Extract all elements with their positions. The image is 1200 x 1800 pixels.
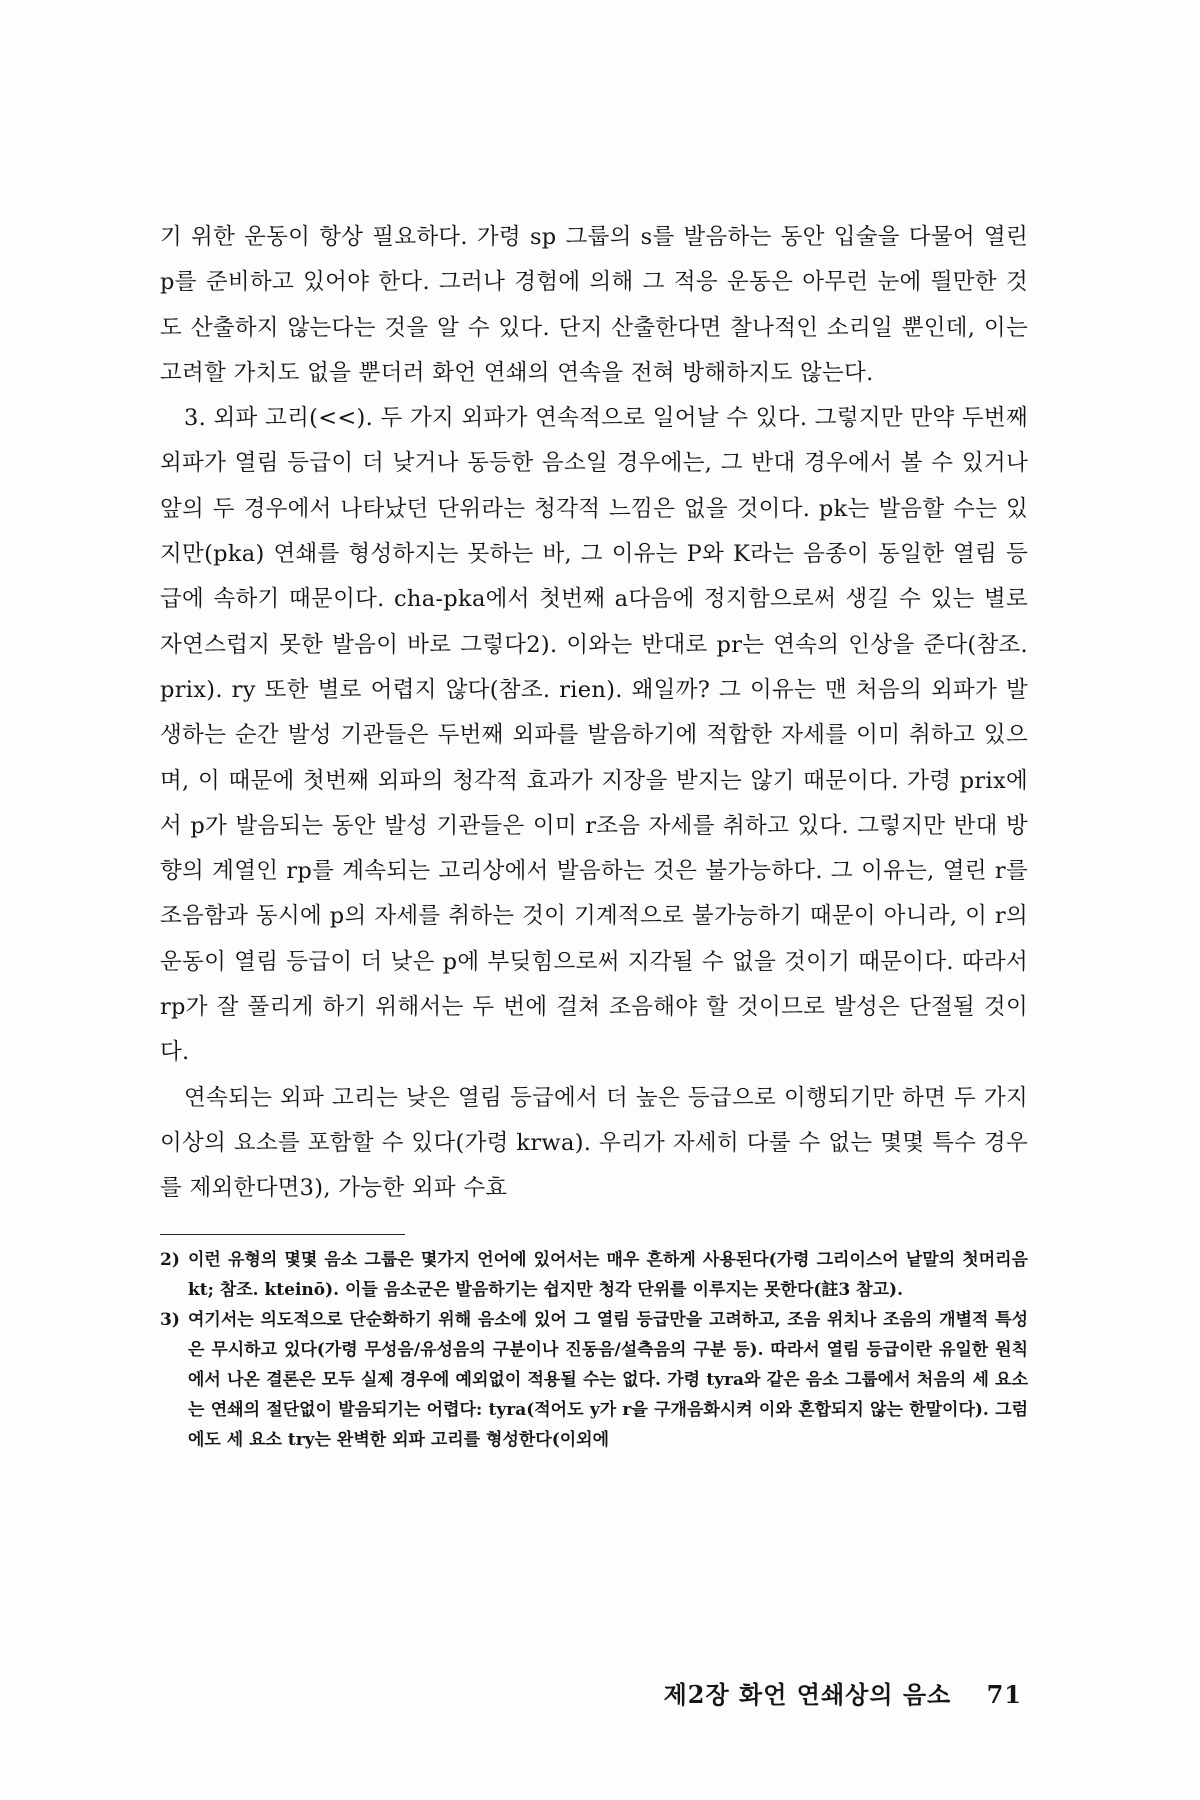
footnote-text: 여기서는 의도적으로 단순화하기 위해 음소에 있어 그 열림 등급만을 고려하고, 조음 위치나 조음의 개별적 특성은 무시하고 있다(가령 무성음/유성음의 구분이나 진동음/설측음의 구분 등). 따라서 열림 등급이란 유일한 원칙에서 나온 결론은 모두 실제 경우에 예외없이 적용될 수는 없다. 가령 tyra와 같은 음소 그룹에서 처음의 세 요소는 연쇄의 절단없이 발음되기는 어렵다: tyra(적어도 y가 r을 구개음화시켜 이와 혼합되지 않는 한말이다). 그럼에도 세 요소 try는 완벽한 외파 고리를 형성한다(이외에 — [188, 1309, 1028, 1450]
footnotes — [160, 1245, 1028, 1455]
page-footer — [664, 1675, 1022, 1710]
paragraph: 연속되는 외파 고리는 낮은 열림 등급에서 더 높은 등급으로 이행되기만 하면 두 가지 이상의 요소를 포함할 수 있다(가령 krwa). 우리가 자세히 다룰 수 없는 몇몇 특수 경우를 제외한다면3), 가능한 외파 수효 — [160, 1084, 1028, 1202]
footnote — [160, 1245, 1028, 1305]
footnote-number: 3) — [160, 1309, 180, 1330]
running-head: 제2장 화언 연쇄상의 음소 — [663, 1680, 952, 1709]
page-content — [160, 215, 1028, 1455]
paragraph: 3. 외파 고리(<<). 두 가지 외파가 연속적으로 일어날 수 있다. 그렇지만 만약 두번째 외파가 열림 등급이 더 낮거나 동등한 음소일 경우에는, 그 반대 경우에서 볼 수 있거나 앞의 두 경우에서 나타났던 단위라는 청각적 느낌은 없을 것이다. pk는 발음할 수는 있지만(pka) 연쇄를 형성하지는 못하는 바, 그 이유는 P와 K라는 음종이 동일한 열림 등급에 속하기 때문이다. cha-pka에서 첫번째 a다음에 정지함으로써 생길 수 있는 별로 자연스럽지 못한 발음이 바로 그렇다2). 이와는 반대로 pr는 연속의 인상을 준다(참조. prix). ry 또한 별로 어렵지 않다(참조. rien). 왜일까? 그 이유는 맨 처음의 외파가 발생하는 순간 발성 기관들은 두번째 외파를 발음하기에 적합한 자세를 이미 취하고 있으며, 이 때문에 첫번째 외파의 청각적 효과가 지장을 받지는 않기 때문이다. 가령 prix에서 p가 발음되는 동안 발성 기관들은 이미 r조음 자세를 취하고 있다. 그렇지만 반대 방향의 계열인 rp를 계속되는 고리상에서 발음하는 것은 불가능하다. 그 이유는, 열린 r를 조음함과 동시에 p의 자세를 취하는 것이 기계적으로 불가능하기 때문이 아니라, 이 r의 운동이 열림 등급이 더 낮은 p에 부딪힘으로써 지각될 수 없을 것이기 때문이다. 따라서 rp가 잘 풀리게 하기 위해서는 두 번에 걸쳐 조음해야 할 것이므로 발성은 단절될 것이다. — [160, 405, 1028, 1066]
paragraph: 기 위한 운동이 항상 필요하다. 가령 sp 그룹의 s를 발음하는 동안 입술을 다물어 열린 p를 준비하고 있어야 한다. 그러나 경험에 의해 그 적응 운동은 아무런 눈에 띌만한 것도 산출하지 않는다는 것을 알 수 있다. 단지 산출한다면 찰나적인 소리일 뿐인데, 이는 고려할 가치도 없을 뿐더러 화언 연쇄의 연속을 전혀 방해하지도 않는다. — [160, 224, 1028, 386]
footnote-text: 이런 유형의 몇몇 음소 그룹은 몇가지 언어에 있어서는 매우 흔하게 사용된다(가령 그리이스어 낱말의 첫머리음 kt; 참조. kteinō). 이들 음소군은 발음하기는 쉽지만 청각 단위를 이루지는 못한다(註3 참고). — [188, 1249, 1028, 1300]
page-number: 71 — [986, 1680, 1022, 1709]
body-text — [160, 215, 1028, 1212]
footnote-divider — [160, 1234, 405, 1235]
footnote-number: 2) — [160, 1249, 180, 1270]
footnote — [160, 1305, 1028, 1455]
